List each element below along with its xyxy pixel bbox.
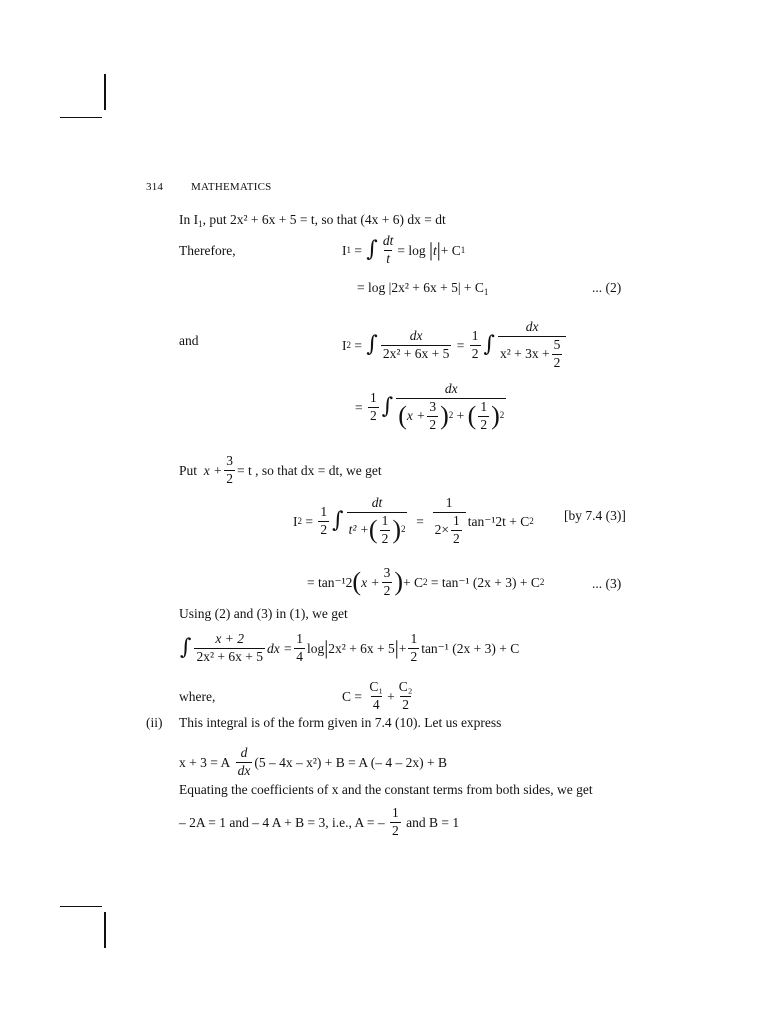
expression-line: x + 3 = A $\frac{d}{dx}$ (5 – 4x – x²) + B = A (– 4 – 2x) + B — [179, 745, 447, 778]
page-number: 314 — [146, 181, 164, 193]
equating-line: Equating the coefficients of x and the constant terms from both sides, we get — [179, 782, 593, 797]
coefficients-result: – 2A = 1 and – 4 A + B = 3, i.e., A = – $\frac{1}{2}$ and B = 1 — [179, 805, 460, 838]
crop-mark-top-horizontal — [60, 117, 102, 118]
equation-2-tag: ... (2) — [592, 280, 622, 295]
equation-3-tag: ... (3) — [592, 576, 622, 591]
and-label: and — [179, 333, 199, 348]
part-ii-text: This integral is of the form given in 7.4 (10). Let us express — [179, 715, 502, 730]
crop-mark-bottom-vertical — [104, 912, 106, 948]
i2-substituted: I 2 = $\frac{1}{2}$ ∫ dt t² + ( $\frac{1}{2}$ ) 2 = 1 2× $\frac{1}{2}$ tan⁻¹2t + C 2 — [293, 495, 534, 546]
running-title: MATHEMATICS — [191, 181, 272, 193]
therefore-label: Therefore, — [179, 243, 236, 258]
crop-mark-bottom-horizontal — [60, 906, 102, 907]
reference-tag: [by 7.4 (3)] — [564, 508, 626, 523]
substitution-line: Put x + $\frac{3}{2}$ = t , so that dx = dt, we get — [179, 453, 382, 486]
final-integral: ∫ $\frac{x + 2}{\text{2x² + 6x + 5}}$ dx = $\frac{1}{4}$ log | 2x² + 6x + 5 | + $\frac{1}{2}$ tan⁻¹ (2x + 3) + C — [180, 631, 520, 664]
equation-2: = $\log |2x^2 + 6x + 5| + C_1$ — [357, 280, 489, 297]
where-label: where, — [179, 689, 216, 704]
i1-equation: I 1 = ∫ $\frac{dt}{t}$ = log | t | + C 1 — [342, 233, 466, 266]
equation-3: = tan⁻¹2 ( x + $\frac{3}{2}$ ) + C 2 = tan⁻¹ (2x + 3) + C 2 — [307, 565, 545, 598]
constant-definition: C = $\frac{\text{C₁}}{4}$ + $\frac{\text{C₂}}{2}$ — [342, 679, 413, 712]
part-ii-label: (ii) — [146, 715, 163, 730]
intro-line: In $I_1$, put 2x² + 6x + 5 = t, so that (4x + 6) dx = dt — [179, 212, 446, 229]
using-line: Using (2) and (3) in (1), we get — [179, 606, 348, 621]
i2-completed-square: = $\frac{1}{2}$ ∫ dx ( x + $\frac{3}{2}$ ) 2 + ( $\frac{1}{2}$ ) 2 — [355, 381, 505, 432]
crop-mark-top-vertical — [104, 74, 106, 110]
i2-equation: I 2 = ∫ $\frac{dx}{\text{2x² + 6x + 5}}$ = $\frac{1}{2}$ ∫ dx x² + 3x + $\frac{5}{2}$ — [342, 320, 568, 371]
